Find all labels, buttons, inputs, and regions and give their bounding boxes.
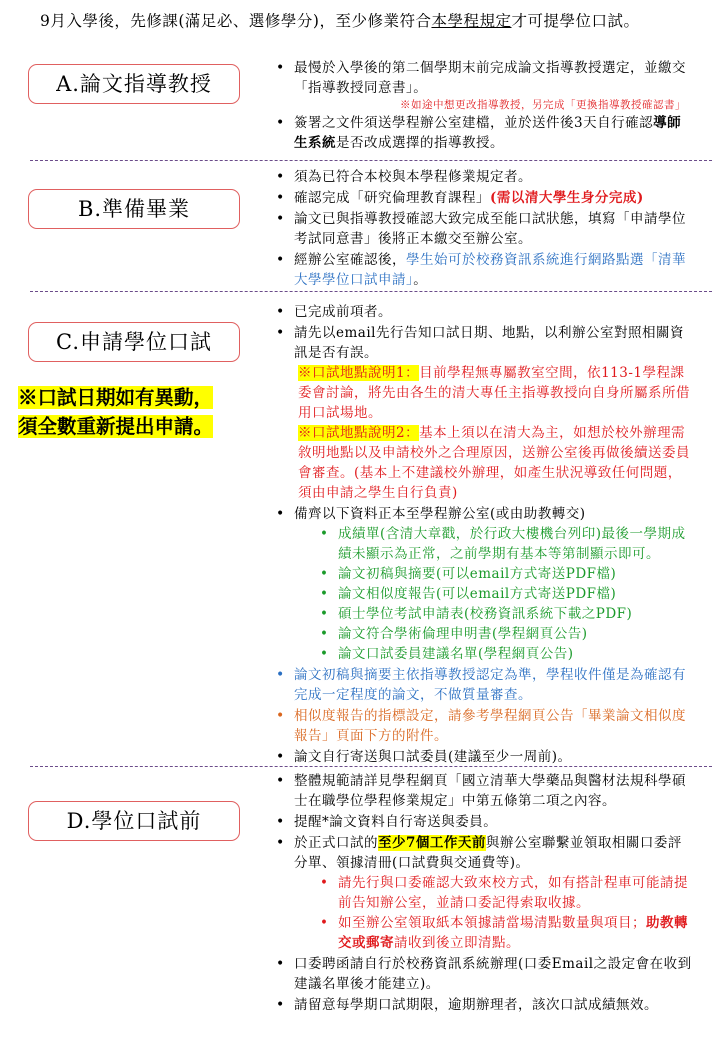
section-d-sub-2	[316, 913, 692, 953]
venue-note-2	[298, 423, 692, 503]
section-c-item-5	[272, 706, 692, 746]
section-d-sub-1: • 請先行與口委確認大致來校方式，如有搭計程車可能請提前告知辦公室，並請口委記得索取收據。	[316, 873, 692, 913]
section-a-item-1	[272, 58, 692, 112]
section-c-item-3-text: 備齊以下資料正本至學程辦公室(或由助教轉交)	[294, 506, 586, 522]
section-d-item-2	[272, 812, 692, 832]
section-d-item-3-text-a: 於正式口試的	[294, 835, 378, 851]
section-a-item-1-note: ※如途中想更改指導教授，另完成「更換指導教授確認書」	[400, 99, 686, 111]
section-a-list	[272, 58, 692, 154]
section-b-item-4-blue: 學生始可於校務資訊系統進行網路點選「清華大學學位口試申請」	[294, 252, 686, 288]
section-a-item-1-text: 最慢於入學後的第二個學期末前完成論文指導教授選定，並繳交「指導教授同意書」。	[294, 60, 686, 96]
section-b-item-2-text: 確認完成「研究倫理教育課程」	[294, 190, 490, 206]
divider-c	[30, 766, 712, 767]
divider-b	[30, 291, 712, 292]
section-b-item-1-text: 須為已符合本校與本學程修業規定者。	[294, 169, 532, 185]
required-doc: • 論文初稿與摘要(可以email方式寄送PDF檔)	[316, 564, 692, 584]
section-b-list	[272, 167, 692, 291]
section-d-item-5	[272, 995, 692, 1015]
section-b-item-4-text-a: 經辦公室確認後，	[294, 252, 406, 268]
section-b-item-2-red: (需以清大學生身分完成)	[490, 190, 644, 206]
required-doc: • 論文口試委員建議名單(學程網頁公告)	[316, 644, 692, 664]
required-doc: • 論文相似度報告(可以email方式寄送PDF檔)	[316, 584, 692, 604]
section-d-sub-2-bold: 助教轉交或郵寄	[338, 915, 688, 951]
section-d-item-4	[272, 954, 692, 994]
section-d-sub-2-text-b: 請收到後立即清點。	[394, 935, 520, 951]
section-b-label: B.準備畢業	[28, 189, 240, 229]
section-c-item-2-text: 請先以email先行告知口試日期、地點，以利辦公室對照相關資訊是否有誤。	[294, 325, 684, 361]
section-c-label: C.申請學位口試	[28, 322, 240, 362]
section-d-list	[272, 771, 692, 1016]
section-c-item-4-text: 論文初稿與摘要主依指導教授認定為準，學程收件僅是為確認有完成一定程度的論文，不做質量審查。	[294, 667, 686, 703]
section-d-item-3-text-b: 與辦公室聯繫並領取相關口委評分單、領據清冊(口試費與交通費等)。	[294, 835, 682, 871]
section-c-item-6	[272, 747, 692, 767]
venue-note-1-text: 目前學程無專屬教室空間，依113-1學程課委會討論，將先由各生的清大專任主指導教授向自身所屬系所借用口試場地。	[298, 365, 690, 421]
section-c-item-2	[272, 323, 692, 503]
section-b-item-4	[272, 250, 692, 290]
section-a-item-2-bold: 導師生系統	[294, 115, 682, 151]
venue-note-1	[298, 363, 692, 423]
divider-a	[30, 160, 712, 161]
section-a-item-2-text-a: 簽署之文件須送學程辦公室建檔，並於送件後3天自行確認	[294, 115, 654, 131]
intro-underlined: 本學程規定	[431, 12, 512, 30]
section-d-item-1	[272, 771, 692, 811]
required-doc: • 碩士學位考試申請表(校務資訊系統下載之PDF)	[316, 604, 692, 624]
section-b-item-3-text: 論文已與指導教授確認大致完成至能口試狀態，填寫「申請學位考試同意書」後將正本繳交至辦公室。	[294, 211, 686, 247]
section-c-item-4	[272, 665, 692, 705]
venue-note-2-text: 基本上須以在清大為主，如想於校外辦理需敘明地點以及申請校外之合理原因，送辦公室後再做後續送委員會審查。(基本上不建議校外辦理，如產生狀況導致任何問題，須由申請之學生自行負責)	[298, 425, 690, 501]
deadline-highlight: 至少7個工作天前	[378, 835, 486, 851]
venue-note-1-tag: ※口試地點說明1：	[298, 365, 420, 381]
section-c-item-3	[272, 504, 692, 664]
section-d-sublist	[316, 873, 692, 953]
intro-part1: 9月入學後，先修課(滿足必、選修學分)，至少修業符合	[40, 12, 432, 30]
redo-warning-line-1: ※口試日期如有異動，	[18, 386, 214, 409]
section-b-item-4-text-b: 。	[413, 272, 428, 288]
section-c-list	[272, 302, 692, 768]
section-c-item-5-text: 相似度報告的指標設定，請參考學程網頁公告「畢業論文相似度報告」頁面下方的附件。	[294, 708, 686, 744]
section-c-item-1	[272, 302, 692, 322]
intro-text	[40, 10, 710, 32]
section-d-item-5-text: 請留意每學期口試期限，逾期辦理者，該次口試成績無效。	[294, 997, 658, 1013]
section-d-sub-2-text-a: 如至辦公室領取紙本領據請當場清點數量與項目；	[338, 915, 646, 931]
section-b-item-3	[272, 209, 692, 249]
section-b-item-1	[272, 167, 692, 187]
required-doc: • 成績單(含清大章戳，於行政大樓機台列印)最後一學期成績未顯示為正常，之前學期有基本等第制顯示即可。	[316, 524, 692, 564]
section-a-item-2	[272, 113, 692, 153]
section-d-item-3	[272, 833, 692, 953]
section-b-item-2	[272, 188, 692, 208]
redo-warning-line-2: 須全數重新提出申請。	[18, 415, 214, 438]
required-docs-list	[316, 524, 692, 664]
venue-note-2-tag: ※口試地點說明2：	[298, 425, 420, 441]
section-a-label: A.論文指導教授	[28, 64, 240, 104]
section-c-item-1-text: 已完成前項者。	[294, 304, 392, 320]
redo-warning	[18, 383, 263, 441]
section-d-item-4-text: 口委聘函請自行於校務資訊系統辦理(口委Email之設定會在收到建議名單後才能建立)。	[294, 956, 692, 992]
section-d-item-2-text: 提醒*論文資料自行寄送與委員。	[294, 814, 498, 830]
section-d-label: D.學位口試前	[28, 801, 240, 841]
intro-part2: 才可提學位口試。	[511, 12, 640, 30]
section-d-item-1-text: 整體規範請詳見學程網頁「國立清華大學藥品與醫材法規科學碩士在職學位學程修業規定」中第五條第二項之內容。	[294, 773, 686, 809]
required-doc: • 論文符合學術倫理申明書(學程網頁公告)	[316, 624, 692, 644]
section-c-item-6-text: 論文自行寄送與口試委員(建議至少一周前)。	[294, 749, 572, 765]
section-a-item-2-text-b: 是否改成選擇的指導教授。	[336, 135, 504, 151]
